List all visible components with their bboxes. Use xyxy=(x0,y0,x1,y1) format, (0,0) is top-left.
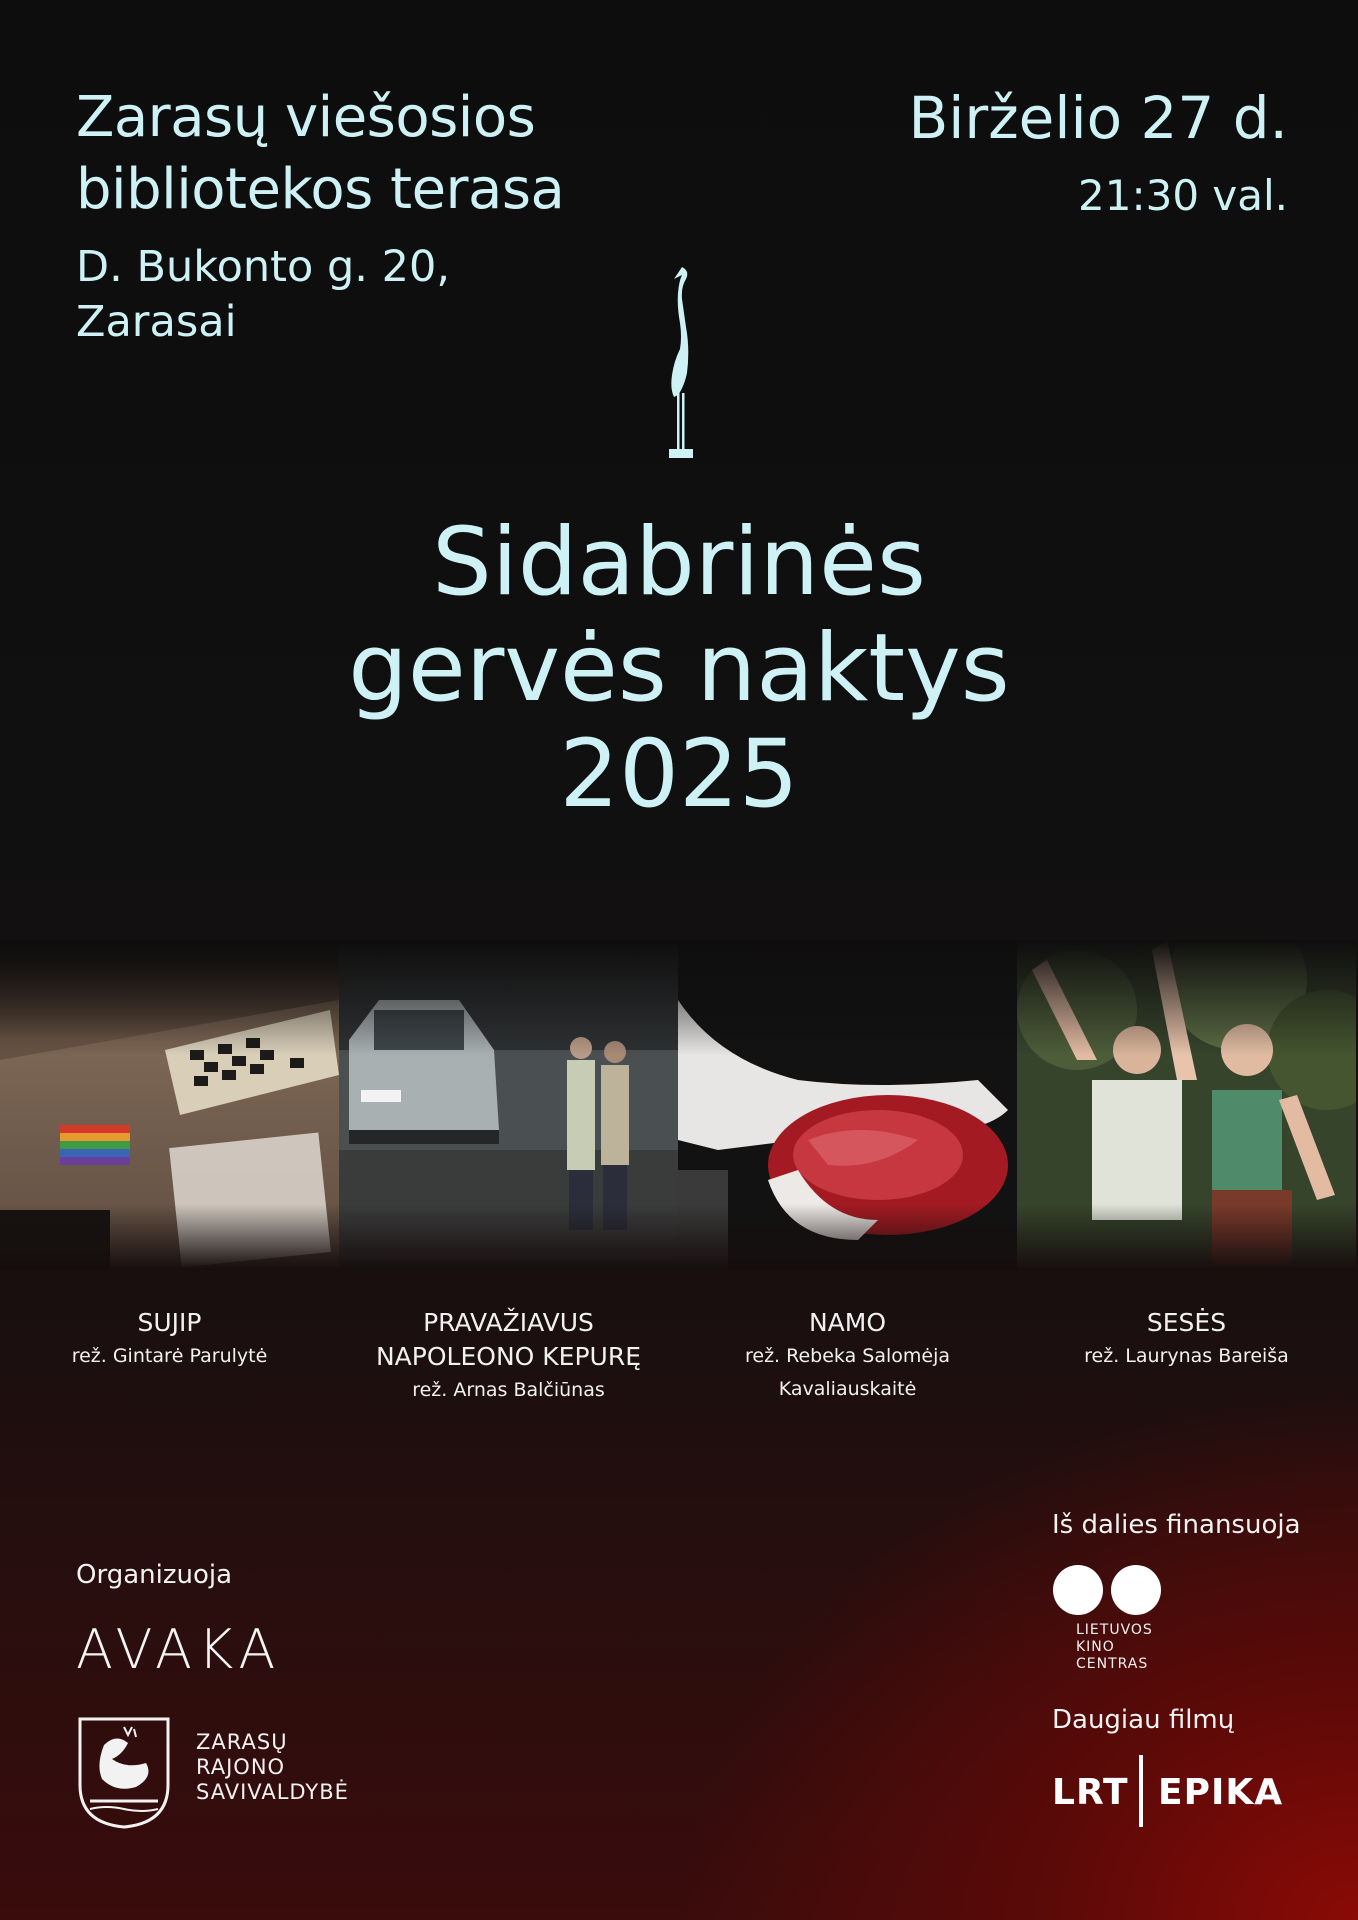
film-title: NAMO xyxy=(808,1308,887,1337)
avaka-logo: AVAKA xyxy=(76,1618,282,1681)
event-time: 21:30 val. xyxy=(1078,171,1288,220)
film-title: SUJIP xyxy=(137,1308,202,1337)
event-date: Birželio 27 d. xyxy=(908,84,1288,152)
film-still-pravaziavus xyxy=(339,940,678,1270)
epika-logo: EPIKA xyxy=(1158,1772,1284,1813)
address-line-1: D. Bukonto g. 20, xyxy=(76,242,450,292)
lkc-line-2: KINO xyxy=(1076,1639,1115,1655)
film-caption-namo xyxy=(678,1306,1017,1406)
venue-line-2: bibliotekos terasa xyxy=(76,157,565,222)
lkc-logo-text xyxy=(1076,1622,1153,1673)
coat-of-arms-icon xyxy=(76,1715,172,1830)
film-title-line-1: PRAVAŽIAVUS xyxy=(423,1308,594,1337)
venue-line-1: Zarasų viešosios xyxy=(76,85,536,150)
municipality-line-1: ZARASŲ xyxy=(196,1730,288,1754)
address-line-2: Zarasai xyxy=(76,297,237,347)
film-director-line-1: rež. Rebeka Salomėja xyxy=(744,1345,950,1367)
zarasai-municipality-name xyxy=(196,1730,349,1805)
title-line-3: 2025 xyxy=(559,720,799,829)
lkc-line-1: LIETUVOS xyxy=(1076,1622,1153,1638)
title-line-2: gervės naktys xyxy=(348,614,1010,723)
venue-name xyxy=(76,82,564,226)
organizers-label: Organizuoja xyxy=(76,1560,233,1590)
municipality-line-3: SAVIVALDYBĖ xyxy=(196,1780,349,1804)
venue-address xyxy=(76,240,450,350)
lrt-logo: LRT xyxy=(1052,1772,1129,1813)
film-still-seses xyxy=(1017,940,1356,1270)
film-caption-sujip xyxy=(0,1306,339,1373)
film-caption-seses xyxy=(1017,1306,1356,1373)
film-director: rež. Gintarė Parulytė xyxy=(71,1345,268,1367)
lkc-logo-icon xyxy=(1052,1564,1162,1616)
title-line-1: Sidabrinės xyxy=(432,508,926,617)
film-director-line-2: Kavaliauskaitė xyxy=(778,1378,917,1400)
funding-label: Iš dalies finansuoja xyxy=(1052,1510,1301,1540)
film-title: SESĖS xyxy=(1146,1308,1227,1337)
lkc-line-3: CENTRAS xyxy=(1076,1656,1149,1672)
film-still-namo xyxy=(678,940,1017,1270)
film-still-sujip xyxy=(0,940,339,1270)
more-films-label: Daugiau filmų xyxy=(1052,1705,1235,1735)
crane-icon xyxy=(660,265,700,465)
municipality-line-2: RAJONO xyxy=(196,1755,286,1779)
festival-title xyxy=(0,510,1358,828)
film-director: rež. Laurynas Bareiša xyxy=(1084,1345,1289,1367)
film-director: rež. Arnas Balčiūnas xyxy=(412,1379,605,1401)
film-caption-pravaziavus xyxy=(339,1306,678,1407)
film-title-line-2: NAPOLEONO KEPURĘ xyxy=(375,1342,641,1371)
logo-divider xyxy=(1139,1755,1143,1827)
